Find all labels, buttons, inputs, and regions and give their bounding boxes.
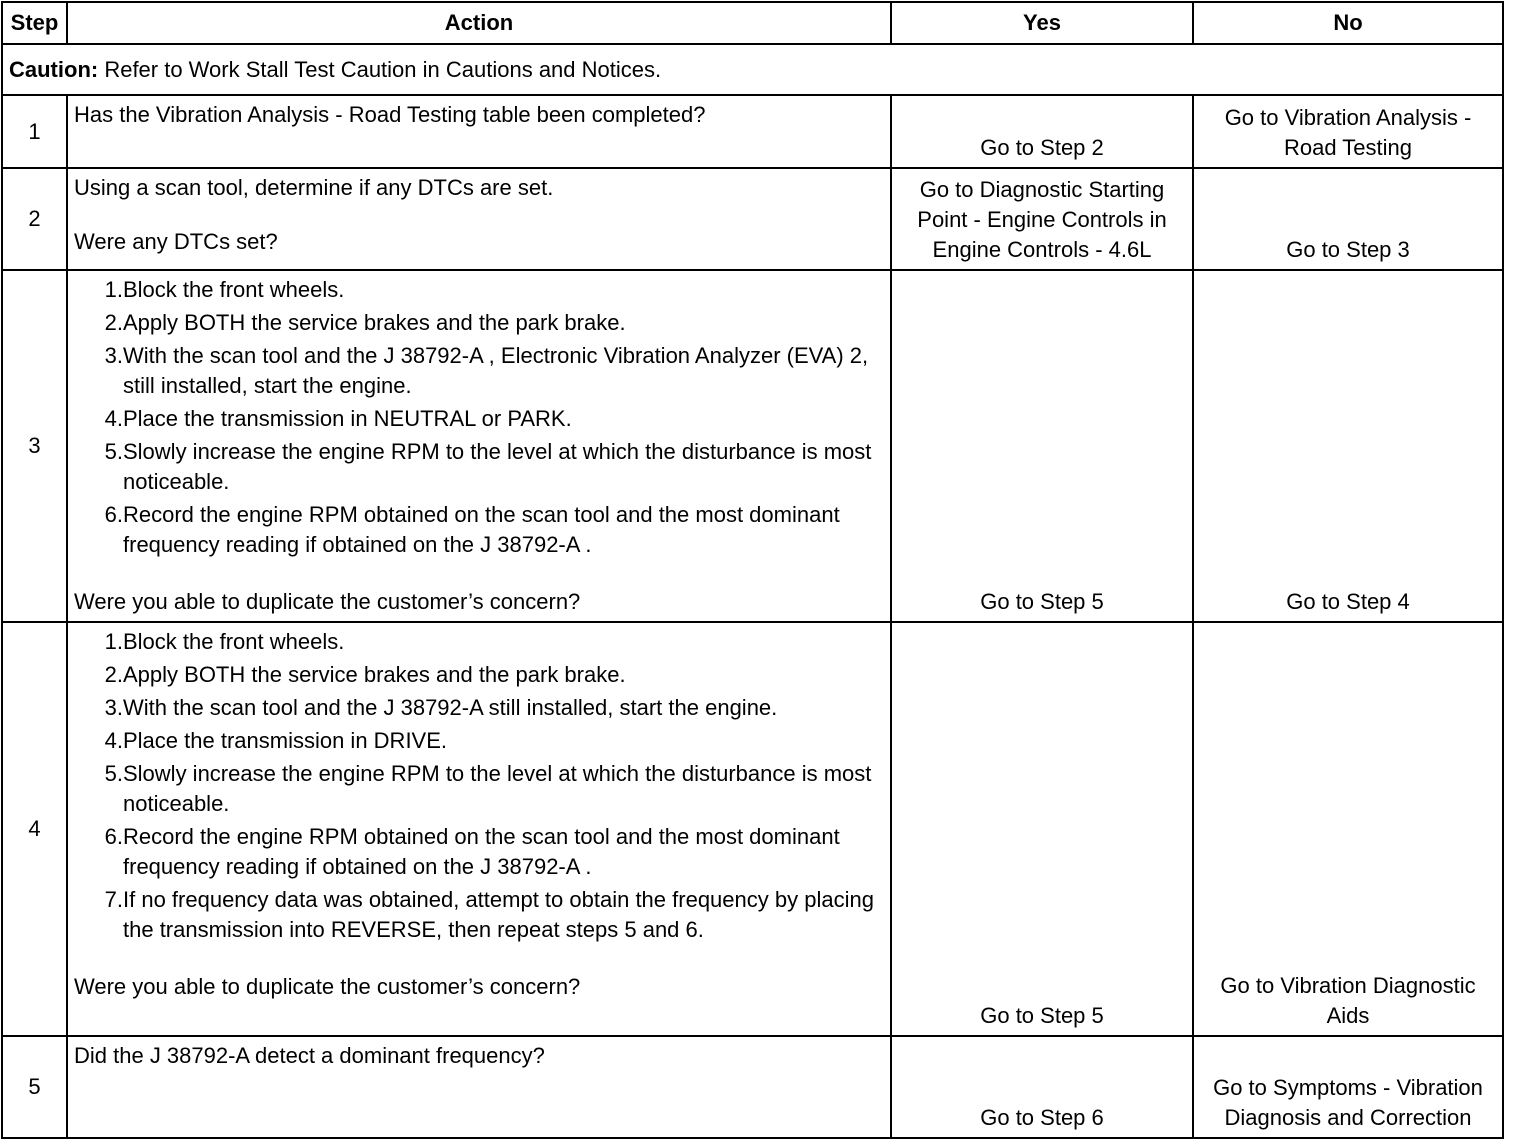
item-number: 5. [104,761,123,786]
no-result[interactable]: Go to Step 4 [1193,270,1503,622]
table-row [2,95,1503,168]
yes-result[interactable]: Go to Step 2 [891,95,1193,168]
yes-result[interactable]: Go to Diagnostic Starting Point - Engine Controls in Engine Controls - 4.6L [891,168,1193,270]
caution-label: Caution: [9,56,99,82]
item-text: Record the engine RPM obtained on the scan tool and the most dominant frequency reading if obtained on the J 38792-A . [123,824,840,879]
item-number: 1. [104,277,123,302]
list-item [74,341,884,401]
no-result[interactable]: Go to Vibration Analysis - Road Testing [1193,95,1503,168]
table-row [2,1036,1503,1138]
table-row [2,622,1503,1036]
item-number: 3. [104,343,123,368]
action-intro: Using a scan tool, determine if any DTCs are set. [74,175,554,200]
item-text: Record the engine RPM obtained on the scan tool and the most dominant frequency reading if obtained on the J 38792-A . [123,502,840,557]
item-number: 6. [104,824,123,849]
list-item [74,726,884,756]
list-item [74,885,884,945]
step-number: 5 [2,1036,67,1138]
item-text: Apply BOTH the service brakes and the park brake. [123,310,626,335]
item-number: 2. [104,310,123,335]
yes-result[interactable]: Go to Step 5 [891,270,1193,622]
diagnostic-table [1,1,1504,1139]
item-number: 4. [104,728,123,753]
step-number: 3 [2,270,67,622]
item-text: Slowly increase the engine RPM to the level at which the disturbance is most noticeable. [123,761,872,816]
item-number: 6. [104,502,123,527]
header-row [2,2,1503,44]
list-item [74,437,884,497]
procedure-list [74,627,884,945]
action-question: Were you able to duplicate the customer’s concern? [74,974,581,999]
action-question: Were you able to duplicate the customer’s concern? [74,589,581,614]
item-text: Apply BOTH the service brakes and the park brake. [123,662,626,687]
action-cell [67,1036,891,1138]
item-text: With the scan tool and the J 38792-A , Electronic Vibration Analyzer (EVA) 2, still installed, start the engine. [123,343,869,398]
item-text: Place the transmission in DRIVE. [123,728,448,753]
list-item [74,822,884,882]
list-item [74,308,884,338]
action-question: Has the Vibration Analysis - Road Testing table been completed? [74,102,706,127]
item-text: Slowly increase the engine RPM to the level at which the disturbance is most noticeable. [123,439,872,494]
step-number: 2 [2,168,67,270]
header-no: No [1193,2,1503,44]
list-item [74,500,884,560]
step-number: 4 [2,622,67,1036]
list-item [74,693,884,723]
item-number: 4. [104,406,123,431]
no-result[interactable]: Go to Symptoms - Vibration Diagnosis and Correction [1193,1036,1503,1138]
header-action: Action [67,2,891,44]
action-cell [67,168,891,270]
action-cell [67,95,891,168]
table-row [2,168,1503,270]
table-row [2,270,1503,622]
item-text: Place the transmission in NEUTRAL or PARK. [123,406,572,431]
list-item [74,275,884,305]
action-cell [67,270,891,622]
caution-row [2,44,1503,95]
item-number: 5. [104,439,123,464]
no-result[interactable]: Go to Step 3 [1193,168,1503,270]
caution-text: Refer to Work Stall Test Caution in Cautions and Notices. [98,56,662,82]
action-cell [67,622,891,1036]
list-item [74,404,884,434]
list-item [74,627,884,657]
caution-cell [2,44,1503,95]
header-yes: Yes [891,2,1193,44]
item-number: 7. [104,887,123,912]
item-text: If no frequency data was obtained, attempt to obtain the frequency by placing the transmission into REVERSE, then repeat steps 5 and 6. [123,887,874,942]
list-item [74,660,884,690]
action-question: Were any DTCs set? [74,229,278,254]
header-step: Step [2,2,67,44]
yes-result[interactable]: Go to Step 5 [891,622,1193,1036]
item-text: Block the front wheels. [123,629,345,654]
item-number: 3. [104,695,123,720]
item-number: 2. [104,662,123,687]
item-text: Block the front wheels. [123,277,345,302]
procedure-list [74,275,884,560]
yes-result[interactable]: Go to Step 6 [891,1036,1193,1138]
list-item [74,759,884,819]
no-result[interactable]: Go to Vibration Diagnostic Aids [1193,622,1503,1036]
item-number: 1. [104,629,123,654]
step-number: 1 [2,95,67,168]
action-question: Did the J 38792-A detect a dominant frequency? [74,1043,545,1068]
item-text: With the scan tool and the J 38792-A still installed, start the engine. [123,695,778,720]
